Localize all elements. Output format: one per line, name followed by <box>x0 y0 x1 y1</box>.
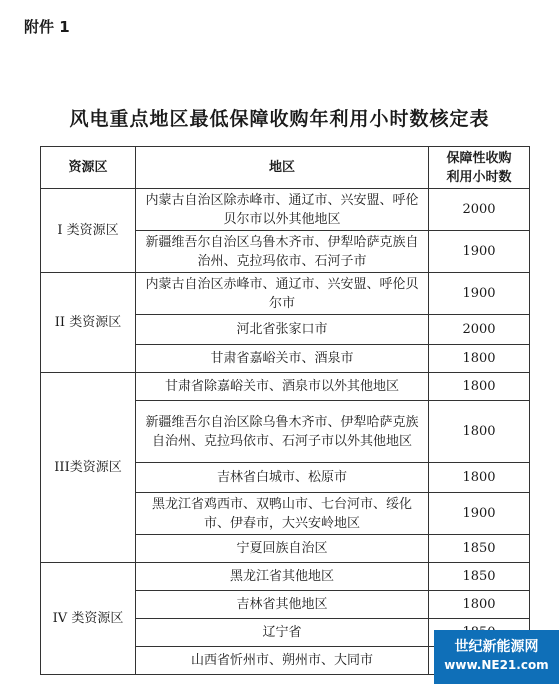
zone-cell: I 类资源区 <box>41 189 136 273</box>
hours-cell: 1800 <box>429 373 530 401</box>
wind-hours-table <box>40 146 530 675</box>
hours-cell: 1850 <box>429 563 530 591</box>
header-hours: 保障性收购利用小时数 <box>429 147 530 189</box>
region-cell: 内蒙古自治区除赤峰市、通辽市、兴安盟、呼伦贝尔市以外其他地区 <box>136 189 429 231</box>
table-row <box>41 373 530 401</box>
site-watermark <box>434 630 559 684</box>
hours-cell: 1900 <box>429 231 530 273</box>
region-cell: 吉林省其他地区 <box>136 591 429 619</box>
region-cell: 新疆维吾尔自治区除乌鲁木齐市、伊犁哈萨克族自治州、克拉玛依市、石河子市以外其他地区 <box>136 401 429 463</box>
zone-cell: II 类资源区 <box>41 273 136 373</box>
region-cell: 黑龙江省鸡西市、双鸭山市、七台河市、绥化市、伊春市，大兴安岭地区 <box>136 493 429 535</box>
hours-cell: 2000 <box>429 315 530 345</box>
hours-cell: 1800 <box>429 463 530 493</box>
table-row <box>41 563 530 591</box>
region-cell: 黑龙江省其他地区 <box>136 563 429 591</box>
region-cell: 吉林省白城市、松原市 <box>136 463 429 493</box>
region-cell: 辽宁省 <box>136 619 429 647</box>
watermark-url: www.NE21.com <box>444 658 549 672</box>
watermark-title: 世纪新能源网 <box>454 639 539 655</box>
region-cell: 甘肃省嘉峪关市、酒泉市 <box>136 345 429 373</box>
table-row <box>41 273 530 315</box>
zone-cell: III类资源区 <box>41 373 136 563</box>
region-cell: 宁夏回族自治区 <box>136 535 429 563</box>
header-region: 地区 <box>136 147 429 189</box>
region-cell: 甘肃省除嘉峪关市、酒泉市以外其他地区 <box>136 373 429 401</box>
hours-cell: 1900 <box>429 493 530 535</box>
hours-cell: 1800 <box>429 345 530 373</box>
hours-cell: 1800 <box>429 401 530 463</box>
zone-cell: IV 类资源区 <box>41 563 136 675</box>
attachment-label: 附件 1 <box>24 18 70 36</box>
region-cell: 河北省张家口市 <box>136 315 429 345</box>
table-row <box>41 189 530 231</box>
hours-cell: 2000 <box>429 189 530 231</box>
hours-cell: 1800 <box>429 591 530 619</box>
region-cell: 内蒙古自治区赤峰市、通辽市、兴安盟、呼伦贝尔市 <box>136 273 429 315</box>
header-zone: 资源区 <box>41 147 136 189</box>
region-cell: 新疆维吾尔自治区乌鲁木齐市、伊犁哈萨克族自治州、克拉玛依市、石河子市 <box>136 231 429 273</box>
document-title: 风电重点地区最低保障收购年利用小时数核定表 <box>69 108 490 130</box>
hours-cell: 1900 <box>429 273 530 315</box>
region-cell: 山西省忻州市、朔州市、大同市 <box>136 647 429 675</box>
hours-cell: 1850 <box>429 535 530 563</box>
